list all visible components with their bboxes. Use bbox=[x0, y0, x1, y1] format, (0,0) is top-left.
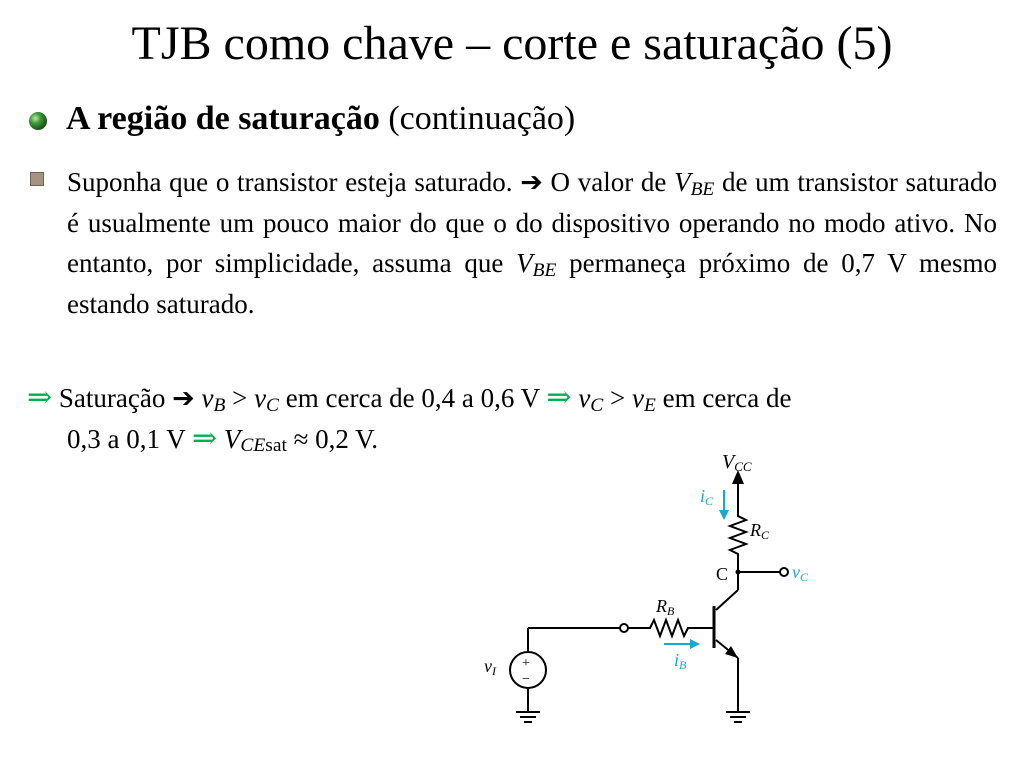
plus-sign: + bbox=[522, 656, 530, 671]
green-sphere-bullet-icon bbox=[28, 111, 48, 131]
ib-label: iB bbox=[674, 650, 687, 672]
circuit-diagram bbox=[470, 440, 850, 730]
implies-arrow-icon: ⇒ bbox=[27, 381, 53, 414]
collector-node bbox=[736, 570, 741, 575]
ib-arrow-icon bbox=[690, 639, 700, 649]
vi-label: vI bbox=[484, 656, 496, 678]
ic-label: iC bbox=[700, 486, 714, 508]
rc-label: RC bbox=[750, 520, 770, 542]
right-arrow-icon: ➔ bbox=[172, 383, 195, 413]
minus-sign: − bbox=[522, 672, 530, 687]
heading-bold: A região de saturação bbox=[66, 100, 380, 137]
rc-resistor bbox=[730, 512, 746, 572]
implies-arrow-icon: ⇒ bbox=[192, 421, 218, 455]
base-input-terminal bbox=[620, 624, 628, 632]
saturation-paragraph: ⇒ Saturação ➔ $v_B > v_C$ em cerca de 0,4 a 0,6 V ⇒ $v_C > v_E$ em cerca de 0,3 a 0,1 V ⇒ $V_{CEsat} \approx 0,2$ V. bbox=[27, 381, 792, 457]
ic-arrow-icon bbox=[719, 510, 729, 520]
square-bullet-icon bbox=[30, 172, 44, 186]
vc-label: vC bbox=[792, 562, 809, 584]
section-heading bbox=[28, 94, 575, 144]
c-node-label: C bbox=[716, 564, 729, 584]
body-paragraph: Suponha que o transistor esteja saturado. ➔ O valor de $V_{BE}$ de um transistor saturado é usualmente um pouco maior do que o do dispositivo operando no modo ativo. No entanto, por simplicidade, assuma que $V_{BE}$ permaneça próximo de 0,7 V mesmo estando saturado. bbox=[67, 167, 997, 319]
vcc-label: VCC bbox=[722, 451, 752, 474]
slide-title: TJB como chave – corte e saturação (5) bbox=[131, 17, 893, 70]
heading-rest: (continuação) bbox=[379, 100, 576, 137]
rb-resistor bbox=[646, 620, 714, 636]
rb-label: RB bbox=[656, 596, 675, 618]
vc-output-terminal bbox=[780, 568, 788, 576]
implies-arrow-icon: ⇒ bbox=[546, 381, 572, 414]
right-arrow-icon: ➔ bbox=[520, 167, 543, 197]
